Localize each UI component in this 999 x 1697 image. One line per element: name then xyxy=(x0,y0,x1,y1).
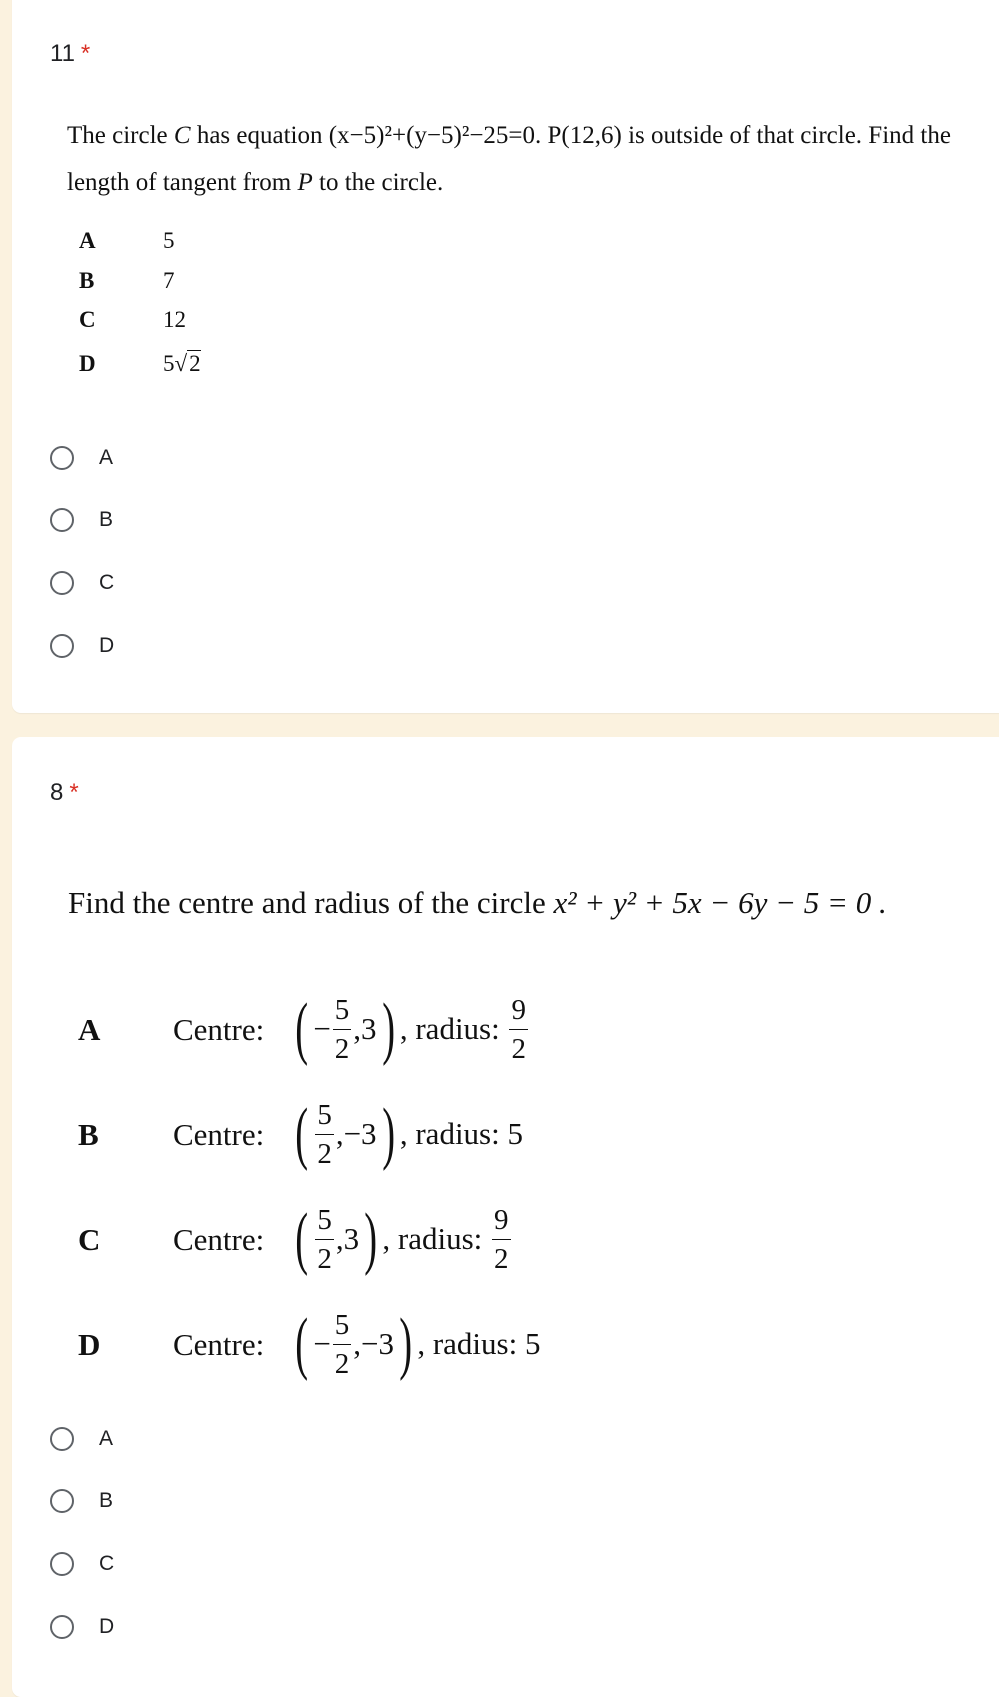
option-row-a: A 5 xyxy=(79,228,175,253)
point-p: P(12,6) xyxy=(547,122,622,149)
radio-option-a[interactable]: A xyxy=(50,1419,113,1459)
equation: (x−5)²+(y−5)²−25=0. xyxy=(328,122,542,149)
radio-option-c[interactable]: C xyxy=(50,563,114,603)
required-asterisk: * xyxy=(69,779,79,806)
radio-option-b[interactable]: B xyxy=(50,500,113,540)
question-text: Find the centre and radius of the circle x² + y² + 5x − 6y − 5 = 0 . xyxy=(68,885,887,920)
option-row-c: C 12 xyxy=(79,307,186,332)
radio-circle-icon[interactable] xyxy=(50,508,74,532)
equation: x² + y² + 5x − 6y − 5 = 0 . xyxy=(553,885,887,920)
radio-option-d[interactable]: D xyxy=(50,1607,114,1647)
radio-circle-icon[interactable] xyxy=(50,1552,74,1576)
question-card-11 xyxy=(12,0,999,713)
option-row-d: D 5√2 xyxy=(79,351,201,376)
question-card-8 xyxy=(12,737,999,1697)
radio-circle-icon[interactable] xyxy=(50,1615,74,1639)
radio-option-a[interactable]: A xyxy=(50,438,113,478)
option-row-a: A Centre: ( − $\frac{5}{2}$ , 3 ) , radius: $\frac{9}{2}$ xyxy=(78,990,526,1067)
radio-circle-icon[interactable] xyxy=(50,634,74,658)
radio-circle-icon[interactable] xyxy=(50,1489,74,1513)
radio-option-d[interactable]: D xyxy=(50,626,114,666)
radio-circle-icon[interactable] xyxy=(50,1427,74,1451)
radio-circle-icon[interactable] xyxy=(50,446,74,470)
question-number: 8 * xyxy=(50,779,79,806)
radio-option-c[interactable]: C xyxy=(50,1544,114,1584)
option-row-c: C Centre: ( $\frac{5}{2}$ , 3 ) , radius: $\frac{9}{2}$ xyxy=(78,1200,509,1277)
required-asterisk: * xyxy=(80,40,91,67)
radio-option-b[interactable]: B xyxy=(50,1481,113,1521)
question-text: The circle C has equation (x−5)²+(y−5)²−25=0. P(12,6) is outside of that circle. Find the length of tangent from P to the circle. xyxy=(67,122,951,196)
option-row-d: D Centre: ( − $\frac{5}{2}$ , −3 ) , radius: 5 xyxy=(78,1305,541,1382)
question-number: 11 * xyxy=(50,40,91,67)
option-row-b: B Centre: ( $\frac{5}{2}$ , −3 ) , radius: 5 xyxy=(78,1095,523,1172)
radio-circle-icon[interactable] xyxy=(50,571,74,595)
option-row-b: B 7 xyxy=(79,268,175,293)
